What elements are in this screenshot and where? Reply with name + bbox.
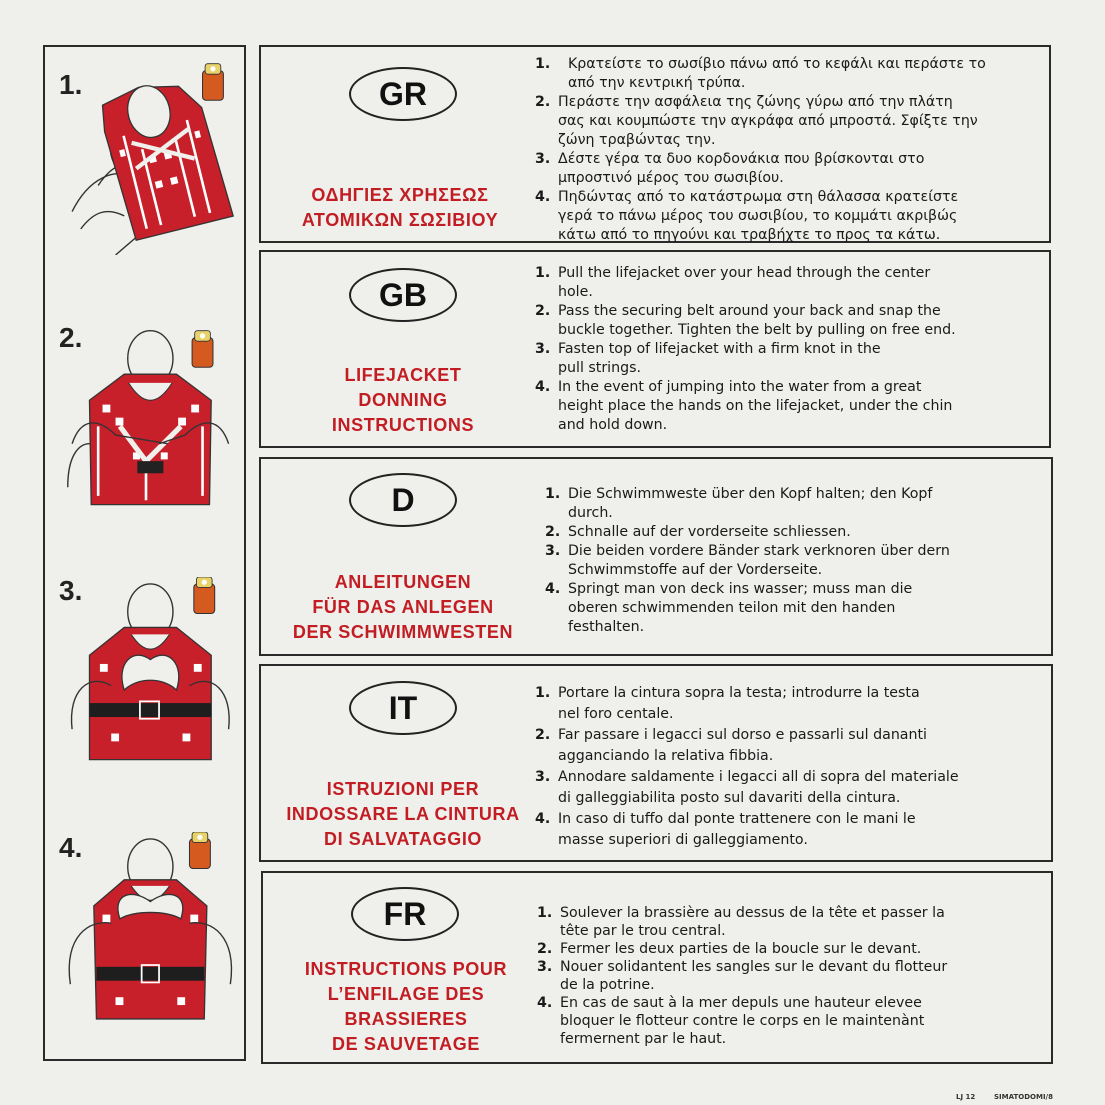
instruction-line: Περάστε την ασφάλεια της ζώνης γύρω από την πλάτη — [558, 94, 953, 110]
instruction-line: En cas de saut à la mer depuls une hauteur elevee — [560, 995, 922, 1011]
instruction-line: de la potrine. — [560, 977, 655, 993]
title-line: INSTRUCTIONS — [331, 415, 475, 435]
instruction-line: In caso di tuffo dal ponte trattenere con le mani le — [558, 811, 916, 827]
step-index: 4. — [535, 189, 551, 205]
instruction-line: Portare la cintura sopra la testa; introdurre la testa — [558, 685, 920, 701]
instruction-line: Die Schwimmweste über den Kopf halten; den Kopf — [568, 486, 933, 502]
instruction-line: pull strings. — [558, 360, 642, 376]
figure-step-2-fasten-belt — [51, 322, 241, 522]
instruction-line: Pass the securing belt around your back and snap the — [558, 303, 941, 319]
instruction-line: σας και κουμπώστε την αγκράφα από μπροστά. Σφίξτε την — [558, 113, 978, 129]
language-badge-d: D — [349, 473, 457, 527]
step-number-4: 4. — [59, 832, 83, 863]
instruction-line: and hold down. — [558, 417, 668, 433]
instruction-line: oberen schwimmenden teilon mit den handen — [568, 600, 896, 616]
footer-code: LJ 12 — [956, 1093, 976, 1101]
step-number-3: 3. — [59, 575, 83, 606]
panel-title-it — [261, 777, 545, 852]
step-index: 1. — [545, 486, 561, 502]
instruction-item — [535, 188, 1045, 245]
instruction-item — [537, 904, 1047, 940]
panel-title-gb — [261, 363, 545, 438]
panel-german — [259, 457, 1053, 656]
instruction-line: festhalten. — [568, 619, 645, 635]
instruction-line: ζώνη τραβώντας την. — [558, 132, 716, 148]
step-index: 4. — [535, 379, 551, 395]
instruction-item — [535, 809, 1047, 851]
instruction-line: Far passare i legacci sul dorso e passarli sul dananti — [558, 727, 927, 743]
instruction-item — [537, 994, 1047, 1048]
instruction-item — [545, 580, 1045, 637]
instruction-item — [535, 150, 1045, 188]
panel-title-d — [261, 570, 545, 645]
instruction-line: Die beiden vordere Bänder stark verknoren über dern — [568, 543, 950, 559]
title-line: ΟΔΗΓΙΕΣ ΧΡΗΣΕΩΣ — [311, 185, 489, 205]
title-line: L’ENFILAGE DES — [327, 984, 485, 1004]
instruction-line: bloquer le flotteur contre le corps en le maintenànt — [560, 1013, 925, 1029]
language-badge-gb: GB — [349, 268, 457, 322]
instruction-line: masse superiori di galleggiamento. — [558, 832, 808, 848]
title-line: INDOSSARE LA CINTURA — [286, 804, 520, 824]
instruction-line: μπροστινό μέρος του σωσιβίου. — [558, 170, 784, 186]
step-index: 1. — [535, 685, 551, 701]
instruction-line: Κρατείστε το σωσίβιο πάνω από το κεφάλι και περάστε το — [568, 56, 986, 72]
instruction-item — [535, 683, 1047, 725]
instruction-line: nel foro centale. — [558, 706, 674, 722]
title-line: ISTRUZIONI PER — [326, 779, 480, 799]
step-index: 3. — [537, 959, 553, 975]
step-index: 1. — [535, 56, 551, 72]
illustration-column — [43, 45, 246, 1061]
instruction-line: Nouer solidantent les sangles sur le devant du flotteur — [560, 959, 948, 975]
step-index: 4. — [535, 811, 551, 827]
instruction-list-gb — [535, 264, 1045, 435]
instruction-item — [535, 340, 1045, 378]
step-index: 1. — [535, 265, 551, 281]
instruction-line: Soulever la brassière au dessus de la tête et passer la — [560, 905, 945, 921]
title-line: ANLEITUNGEN — [334, 572, 472, 592]
instruction-line: height place the hands on the lifejacket, under the chin — [558, 398, 953, 414]
instruction-line: από την κεντρική τρύπα. — [568, 75, 746, 91]
panel-french — [261, 871, 1053, 1064]
instruction-line: γερά το πάνω μέρος του σωσιβίου, το κομμάτι ακριβώς — [558, 208, 958, 224]
instruction-line: hole. — [558, 284, 593, 300]
instruction-item — [535, 55, 1045, 93]
instruction-list-gr — [535, 55, 1045, 245]
instruction-line: Fasten top of lifejacket with a firm knot in the — [558, 341, 881, 357]
step-index: 4. — [545, 581, 561, 597]
title-line: DE SAUVETAGE — [332, 1034, 480, 1054]
title-line: DER SCHWIMMWESTEN — [292, 622, 514, 642]
language-badge-fr: FR — [351, 887, 459, 941]
figure-step-1-vest-over-head — [51, 55, 241, 255]
instruction-item — [535, 93, 1045, 150]
instruction-item — [535, 264, 1045, 302]
step-index: 2. — [535, 727, 551, 743]
panel-english — [259, 250, 1051, 448]
instruction-line: Fermer les deux parties de la boucle sur le devant. — [560, 941, 922, 957]
step-index: 2. — [545, 524, 561, 540]
instruction-line: κάτω από το πηγούνι και τραβήχτε το προς τα κάτω. — [558, 227, 941, 243]
title-line: ΑΤΟΜΙΚΩΝ ΣΩΣΙΒΙΟΥ — [301, 210, 499, 230]
instruction-item — [535, 725, 1047, 767]
title-line: DONNING — [358, 390, 448, 410]
language-badge-it: IT — [349, 681, 457, 735]
instruction-item — [535, 767, 1047, 809]
step-number-1: 1. — [59, 69, 83, 100]
title-line: FÜR DAS ANLEGEN — [312, 597, 494, 617]
step-index: 2. — [535, 303, 551, 319]
step-index: 3. — [535, 151, 551, 167]
instruction-item — [545, 523, 1045, 542]
title-line: INSTRUCTIONS POUR — [304, 959, 508, 979]
instruction-line: Springt man von deck ins wasser; muss man die — [568, 581, 913, 597]
instruction-line: buckle together. Tighten the belt by pulling on free end. — [558, 322, 956, 338]
instruction-line: fermernent par le haut. — [560, 1031, 727, 1047]
instruction-line: agganciando la relativa fibbia. — [558, 748, 774, 764]
step-index: 3. — [535, 341, 551, 357]
instruction-line: Πηδώντας από το κατάστρωμα στη θάλασσα κρατείστε — [558, 189, 959, 205]
step-index: 3. — [545, 543, 561, 559]
instruction-line: In the event of jumping into the water from a great — [558, 379, 922, 395]
instruction-item — [535, 378, 1045, 435]
instruction-list-it — [535, 683, 1047, 851]
instruction-line: Pull the lifejacket over your head through the center — [558, 265, 931, 281]
footer-brand: SIMATODOMI/8 — [994, 1093, 1053, 1101]
instruction-line: Annodare saldamente i legacci all di sopra del materiale — [558, 769, 959, 785]
instruction-line: Schnalle auf der vorderseite schliessen. — [568, 524, 851, 540]
instruction-item — [535, 302, 1045, 340]
instruction-line: tête par le trou central. — [560, 923, 726, 939]
step-index: 2. — [537, 941, 553, 957]
instruction-item — [545, 542, 1045, 580]
panel-title-fr — [263, 957, 549, 1057]
step-index: 2. — [535, 94, 551, 110]
instruction-item — [537, 958, 1047, 994]
figure-step-3-tie-strings — [51, 577, 241, 777]
panel-greek — [259, 45, 1051, 243]
instruction-list-fr — [537, 904, 1047, 1048]
title-line: DI SALVATAGGIO — [323, 829, 483, 849]
language-badge-gr: GR — [349, 67, 457, 121]
instruction-item — [537, 940, 1047, 958]
instruction-line: di galleggiabilita posto sul davariti della cintura. — [558, 790, 901, 806]
panel-italian — [259, 664, 1053, 862]
instruction-list-d — [545, 485, 1045, 637]
panel-title-gr — [261, 183, 539, 233]
step-index: 3. — [535, 769, 551, 785]
step-number-2: 2. — [59, 322, 83, 353]
figure-step-4-hold-down — [51, 832, 241, 1032]
instruction-line: Δέστε γέρα τα δυο κορδονάκια που βρίσκονται στο — [558, 151, 925, 167]
instruction-item — [545, 485, 1045, 523]
title-line: LIFEJACKET — [344, 365, 462, 385]
title-line: BRASSIERES — [344, 1009, 468, 1029]
step-index: 1. — [537, 905, 553, 921]
step-index: 4. — [537, 995, 553, 1011]
instruction-line: Schwimmstoffe auf der Vorderseite. — [568, 562, 823, 578]
instruction-line: durch. — [568, 505, 613, 521]
